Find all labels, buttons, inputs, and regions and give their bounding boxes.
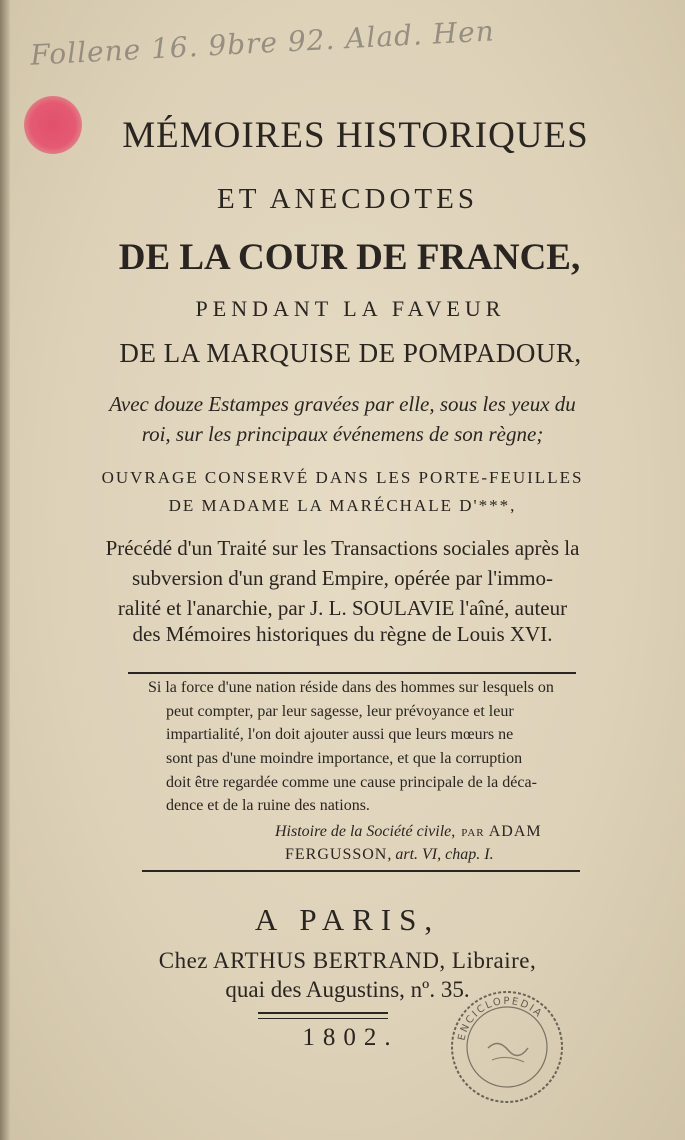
imprint-address: quai des Augustins, nº. 35. — [225, 977, 470, 1002]
title-line-4: PENDANT LA FAVEUR — [195, 296, 506, 321]
epigraph-line-1: Si la force d'une nation réside dans des hommes sur lesquels on — [148, 679, 554, 696]
imprint-year: 1802. — [302, 1024, 399, 1051]
title-line-1: MÉMOIRES HISTORIQUES — [122, 115, 589, 156]
epigraph-author — [285, 846, 685, 864]
epigraph-source-by: , par ADAM — [451, 823, 542, 840]
epigraph-line-6: dence et de la ruine des nations. — [166, 797, 370, 814]
svg-text:ENCICLOPEDIA — [456, 996, 544, 1042]
imprint-city: A PARIS, — [254, 902, 441, 937]
subtitle-line-1: Avec douze Estampes gravées par elle, sous les yeux du — [109, 392, 576, 416]
epigraph-source — [275, 823, 685, 841]
epigraph-reference: , art. VI, chap. I. — [387, 846, 494, 863]
library-stamp-icon — [448, 988, 566, 1106]
preface-line-3: ralité et l'anarchie, par J. L. SOULAVIE l'aîné, auteur — [117, 596, 568, 620]
subtitle-line-2: roi, sur les principaux événemens de son règne; — [141, 422, 544, 446]
preface-line-4: des Mémoires historiques du règne de Louis XVI. — [132, 622, 553, 646]
imprint-publisher: Chez ARTHUS BERTRAND, Libraire, — [158, 948, 537, 973]
library-stamp-text: ENCICLOPEDIA — [456, 995, 545, 1042]
epigraph-author-name: FERGUSSON — [285, 846, 388, 863]
epigraph-source-work: Histoire de la Société civile — [275, 823, 452, 840]
title-line-5: DE LA MARQUISE DE POMPADOUR, — [119, 338, 582, 368]
epigraph-line-5: doit être regardée comme une cause principale de la déca- — [166, 774, 537, 791]
provenance-line-2: DE MADAME LA MARÉCHALE D'***, — [168, 496, 517, 515]
divider-top — [128, 672, 576, 674]
title-line-2: ET ANECDOTES — [217, 183, 478, 215]
handwritten-note: Follene 16. 9bre 92. Alad. Hen — [29, 14, 496, 72]
imprint-rule — [258, 1012, 388, 1019]
epigraph-line-3: impartialité, l'on doit ajouter aussi que leurs mœurs ne — [166, 726, 514, 743]
epigraph-line-4: sont pas d'une moindre importance, et que la corruption — [166, 750, 523, 767]
divider-bottom — [142, 870, 580, 872]
epigraph-line-2: peut compter, par leur sagesse, leur prévoyance et leur — [166, 703, 514, 720]
preface-line-2: subversion d'un grand Empire, opérée par l'immo- — [131, 566, 554, 590]
title-line-3: DE LA COUR DE FRANCE, — [118, 237, 581, 278]
preface-line-1: Précédé d'un Traité sur les Transactions sociales après la — [105, 536, 580, 560]
provenance-line-1: OUVRAGE CONSERVÉ DANS LES PORTE-FEUILLES — [101, 468, 584, 487]
